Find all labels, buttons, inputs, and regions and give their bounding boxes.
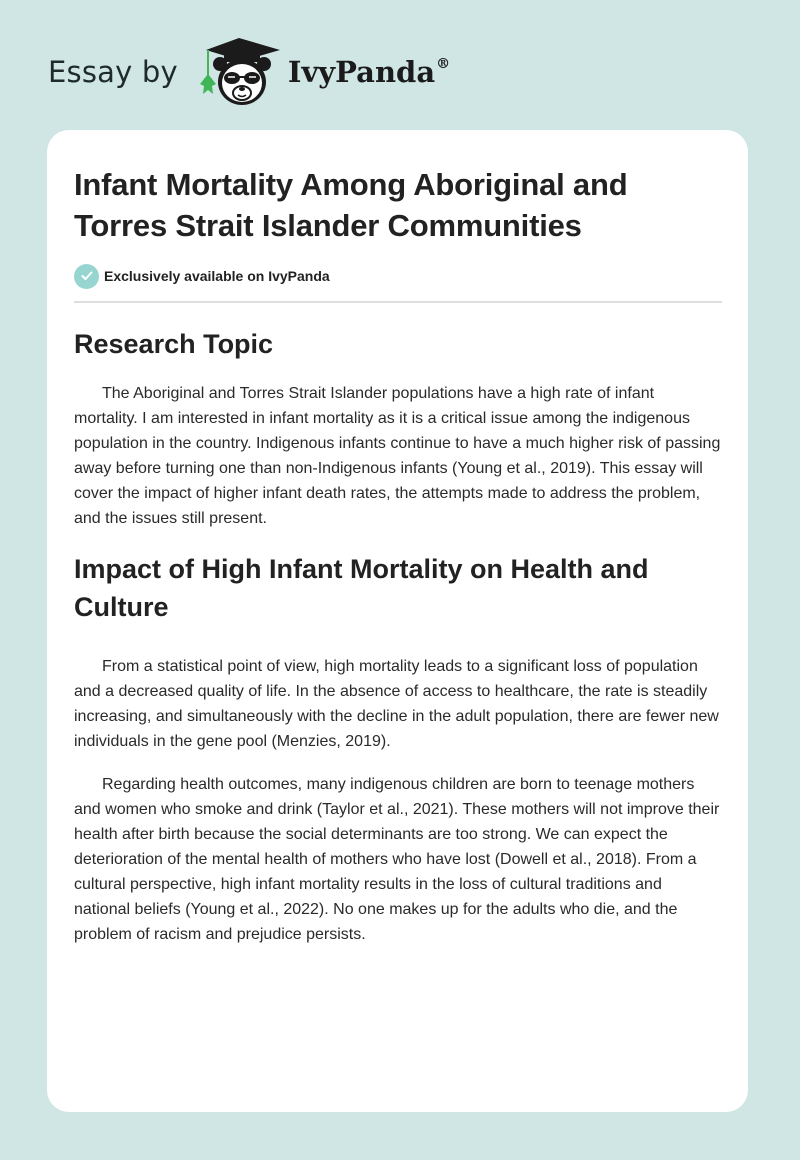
section-heading-impact: Impact of High Infant Mortality on Health and Culture [74,554,649,622]
paragraph: The Aboriginal and Torres Strait Islander populations have a high rate of infant mortality. I am interested in infant mortality as it is a critical issue among the indigenous population in the country. Indigenous infants continue to have a much higher risk of passing away before turning one than non-Indigenous infants (Young et al., 2019). This essay will cover the impact of higher infant death rates, the attempts made to address the problem, and the issues still present. [74,385,721,527]
check-circle-icon [74,264,99,289]
page-title: Infant Mortality Among Aboriginal and Torres Strait Islander Communities [74,167,628,243]
essay-by-label: Essay by [48,55,178,89]
site-header-brand[interactable] [48,36,450,108]
section-heading-research-topic: Research Topic [74,329,274,359]
exclusive-label: Exclusively available on IvyPanda [104,268,330,284]
exclusive-badge [74,262,722,290]
paragraph: From a statistical point of view, high mortality leads to a significant loss of population and a decreased quality of life. In the absence of access to healthcare, the rate is steadily increasing, and simultaneously with the decline in the adult population, there are fewer new individuals in the gene pool (Menzies, 2019). [74,658,719,750]
brand-name-text: IvyPanda [287,55,436,89]
panda-graduate-logo-icon [196,36,282,108]
paragraph: Regarding health outcomes, many indigenous children are born to teenage mothers and women who smoke and drink (Taylor et al., 2021). These mothers will not improve their health after birth because the social determinants are too strong. We can expect the deterioration of the mental health of mothers who have lost (Dowell et al., 2018). From a cultural perspective, high infant mortality results in the loss of cultural traditions and national beliefs (Young et al., 2022). No one makes up for the adults who die, and the problem of racism and prejudice persists. [74,776,720,943]
brand-name [288,55,450,89]
divider [74,301,722,303]
registered-mark: ® [436,56,451,72]
essay-card [47,130,748,1112]
